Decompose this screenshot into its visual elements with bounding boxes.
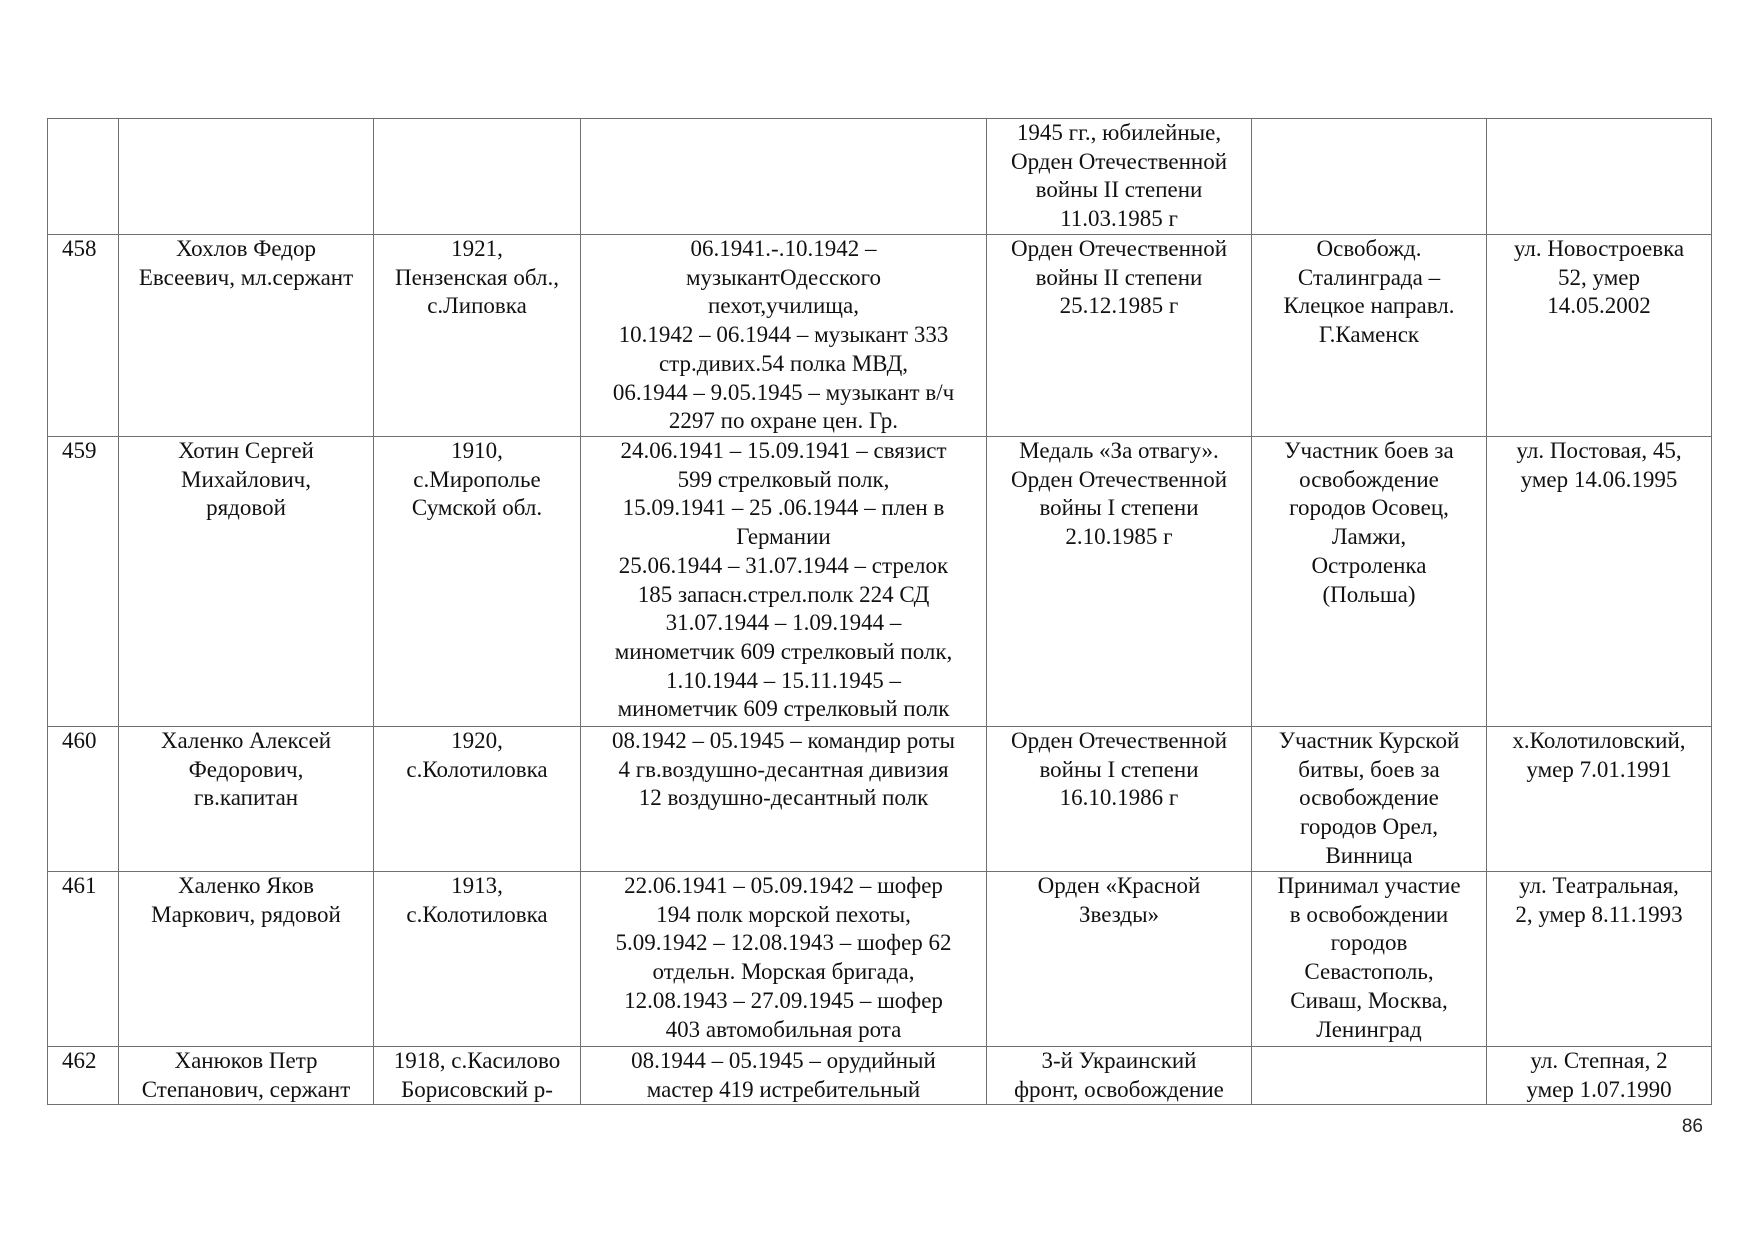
battle-participation-cell (1252, 1047, 1487, 1105)
address-death-cell: ул. Новостроевка 52, умер 14.05.2002 (1487, 235, 1712, 437)
veteran-name-cell: Халенко Яков Маркович, рядовой (119, 872, 374, 1047)
table-row (48, 872, 1712, 1047)
awards-cell: 3-й Украинский фронт, освобождение (987, 1047, 1252, 1105)
service-record-cell: 22.06.1941 – 05.09.1942 – шофер 194 полк морской пехоты, 5.09.1942 – 12.08.1943 – шофер 62 отдельн. Морская бригада, 12.08.1943 – 27.09.1945 – шофер 403 автомобильная рота (581, 872, 987, 1047)
battle-participation-cell: Участник боев за освобождение городов Осовец, Ламжи, Остроленка (Польша) (1252, 437, 1487, 727)
birth-info-cell: 1910, с.Мирополье Сумской обл. (374, 437, 581, 727)
table-row (48, 1047, 1712, 1105)
service-record-cell (581, 119, 987, 235)
table-row (48, 235, 1712, 437)
address-death-cell: ул. Театральная, 2, умер 8.11.1993 (1487, 872, 1712, 1047)
table-row (48, 119, 1712, 235)
birth-info-cell: 1918, с.Касилово Борисовский р- (374, 1047, 581, 1105)
row-number-cell: 461 (48, 872, 119, 1047)
battle-participation-cell: Участник Курской битвы, боев за освобождение городов Орел, Винница (1252, 727, 1487, 872)
table-body (48, 119, 1712, 1105)
service-record-cell: 08.1944 – 05.1945 – орудийный мастер 419 истребительный (581, 1047, 987, 1105)
service-record-cell: 08.1942 – 05.1945 – командир роты 4 гв.воздушно-десантная дивизия 12 воздушно-десантный полк (581, 727, 987, 872)
service-record-cell: 24.06.1941 – 15.09.1941 – связист 599 стрелковый полк, 15.09.1941 – 25 .06.1944 – плен в Германии 25.06.1944 – 31.07.1944 – стрелок 185 запасн.стрел.полк 224 СД 31.07.1944 – 1.09.1944 – минометчик 609 стрелковый полк, 1.10.1944 – 15.11.1945 – минометчик 609 стрелковый полк (581, 437, 987, 727)
page-number: 86 (1681, 1116, 1703, 1137)
row-number-cell: 462 (48, 1047, 119, 1105)
veteran-name-cell (119, 119, 374, 235)
veteran-name-cell: Хотин Сергей Михайлович, рядовой (119, 437, 374, 727)
table-row (48, 437, 1712, 727)
birth-info-cell: 1921, Пензенская обл., с.Липовка (374, 235, 581, 437)
table-row (48, 727, 1712, 872)
veteran-name-cell: Ханюков Петр Степанович, сержант (119, 1047, 374, 1105)
address-death-cell: х.Колотиловский, умер 7.01.1991 (1487, 727, 1712, 872)
row-number-cell: 460 (48, 727, 119, 872)
awards-cell: Орден Отечественной войны I степени 16.10.1986 г (987, 727, 1252, 872)
battle-participation-cell: Освобожд. Сталинграда – Клецкое направл. Г.Каменск (1252, 235, 1487, 437)
battle-participation-cell (1252, 119, 1487, 235)
service-record-cell: 06.1941.-.10.1942 – музыкантОдесского пехот,училища, 10.1942 – 06.1944 – музыкант 333 стр.дивих.54 полка МВД, 06.1944 – 9.05.1945 – музыкант в/ч 2297 по охране цен. Гр. (581, 235, 987, 437)
awards-cell: Медаль «За отвагу». Орден Отечественной войны I степени 2.10.1985 г (987, 437, 1252, 727)
row-number-cell: 458 (48, 235, 119, 437)
address-death-cell: ул. Постовая, 45, умер 14.06.1995 (1487, 437, 1712, 727)
awards-cell: Орден «Красной Звезды» (987, 872, 1252, 1047)
awards-cell: Орден Отечественной войны II степени 25.12.1985 г (987, 235, 1252, 437)
birth-info-cell: 1920, с.Колотиловка (374, 727, 581, 872)
awards-cell: 1945 гг., юбилейные, Орден Отечественной войны II степени 11.03.1985 г (987, 119, 1252, 235)
address-death-cell: ул. Степная, 2 умер 1.07.1990 (1487, 1047, 1712, 1105)
birth-info-cell (374, 119, 581, 235)
address-death-cell (1487, 119, 1712, 235)
veteran-name-cell: Халенко Алексей Федорович, гв.капитан (119, 727, 374, 872)
veteran-name-cell: Хохлов Федор Евсеевич, мл.сержант (119, 235, 374, 437)
veterans-table (47, 118, 1712, 1105)
battle-participation-cell: Принимал участие в освобождении городов Севастополь, Сиваш, Москва, Ленинград (1252, 872, 1487, 1047)
birth-info-cell: 1913, с.Колотиловка (374, 872, 581, 1047)
row-number-cell (48, 119, 119, 235)
row-number-cell: 459 (48, 437, 119, 727)
